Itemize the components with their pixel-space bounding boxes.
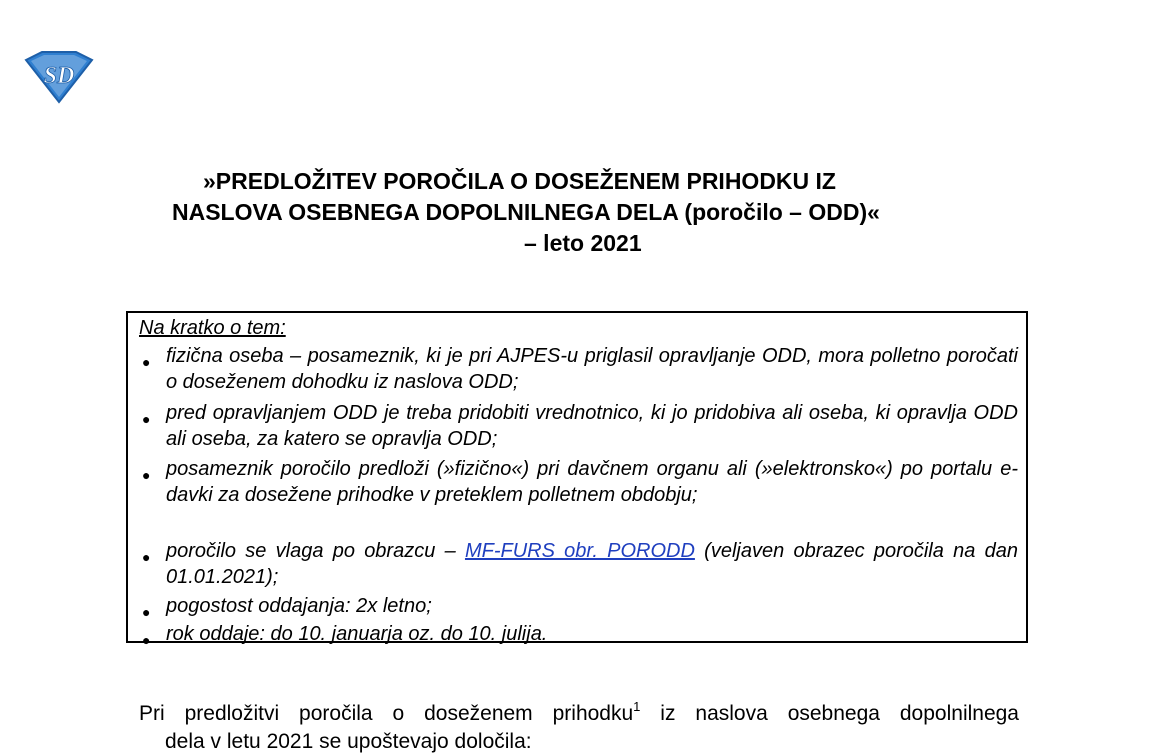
summary-item-text-after: (veljaven obrazec poročila na dan 01.01.2021);	[166, 540, 1018, 588]
summary-item-text: pogostost oddajanja: 2x letno;	[166, 595, 432, 617]
logo	[22, 50, 96, 104]
bullet-icon: ●	[142, 354, 151, 370]
bullet-icon: ●	[142, 411, 151, 427]
logo-emblem	[22, 50, 96, 104]
form-link-porodd[interactable]: MF-FURS obr. PORODD	[464, 540, 695, 562]
summary-item	[128, 343, 1026, 395]
paragraph-text: Pri predložitvi poročila o doseženem prihodku	[139, 702, 634, 725]
bullet-icon: ●	[142, 467, 151, 483]
body-paragraph-line-2: dela v letu 2021 se upoštevajo določila:	[165, 730, 532, 753]
title-line-1: »PREDLOŽITEV POROČILA O DOSEŽENEM PRIHODKU IZ	[203, 168, 836, 194]
paragraph-text: iz naslova osebnega dopolnilnega	[640, 702, 1019, 725]
summary-item-text: pred opravljanjem ODD je treba pridobiti vrednotnico, ki jo pridobiva ali oseba, ki opravlja ODD ali oseba, za katero se opravlja ODD;	[166, 402, 1018, 450]
summary-item	[128, 456, 1026, 508]
summary-item-text: posameznik poročilo predloži (»fizično«) pri davčnem organu ali (»elektronsko«) po portalu e-davki za dosežene prihodke v preteklem polletnem obdobju;	[166, 458, 1018, 506]
summary-item-text: fizična oseba – posameznik, ki je pri AJPES-u priglasil opravljanje ODD, mora polletno poročati o doseženem dohodku iz naslova ODD;	[166, 345, 1018, 393]
summary-item-text-before: poročilo se vlaga po obrazcu –	[166, 540, 465, 562]
summary-item	[128, 593, 1026, 619]
bullet-icon: ●	[142, 604, 151, 620]
footnote-reference[interactable]: 1	[633, 699, 641, 714]
summary-item	[128, 400, 1026, 452]
body-paragraph	[139, 700, 1019, 728]
logo-text: SD	[43, 63, 75, 89]
summary-item-text: rok oddaje: do 10. januarja oz. do 10. julija.	[166, 623, 548, 645]
bullet-icon: ●	[142, 549, 151, 565]
title-line-2: NASLOVA OSEBNEGA DOPOLNILNEGA DELA (poročilo – ODD)«	[172, 199, 880, 225]
summary-item	[128, 538, 1026, 590]
summary-item	[128, 621, 1026, 647]
bullet-icon: ●	[142, 632, 151, 648]
summary-box	[126, 311, 1028, 648]
title-line-3: – leto 2021	[524, 230, 642, 256]
summary-heading: Na kratko o tem:	[139, 317, 286, 339]
